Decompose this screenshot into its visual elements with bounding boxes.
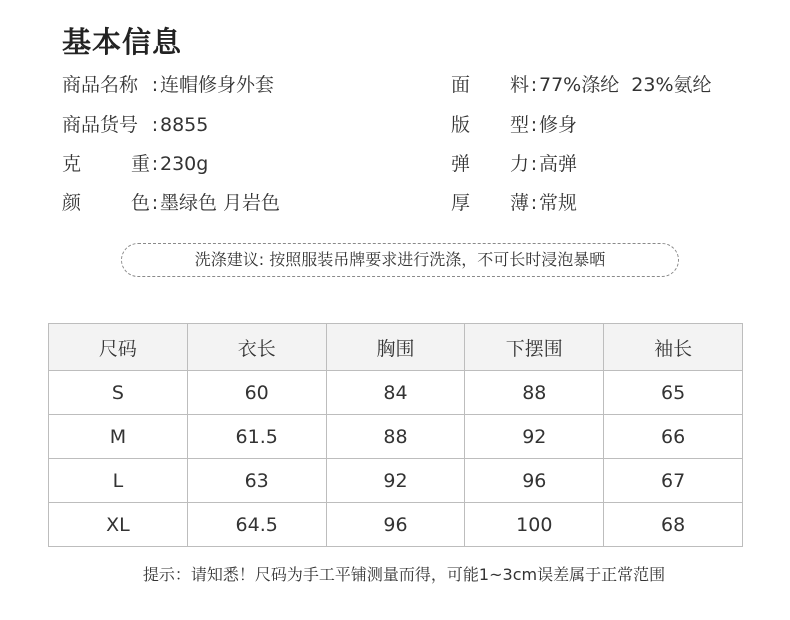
- info-row-thickness: [451, 190, 577, 216]
- info-colon: :: [530, 74, 538, 96]
- table-cell: 65: [604, 371, 743, 415]
- info-label: 颜色: [62, 192, 150, 214]
- table-cell: XL: [49, 503, 188, 547]
- table-cell: 100: [465, 503, 604, 547]
- info-row-weight: [62, 151, 208, 177]
- info-colon: :: [151, 74, 159, 96]
- size-table: [48, 323, 743, 547]
- info-label: 弹力: [451, 153, 529, 175]
- info-value: 230g: [160, 153, 209, 175]
- table-cell: 96: [465, 459, 604, 503]
- info-value: 连帽修身外套: [160, 74, 275, 96]
- table-cell: 88: [465, 371, 604, 415]
- table-cell: 67: [604, 459, 743, 503]
- info-colon: :: [151, 192, 159, 214]
- info-colon: :: [530, 153, 538, 175]
- column-header-length: 衣长: [187, 324, 326, 371]
- info-colon: :: [151, 153, 159, 175]
- table-cell: 61.5: [187, 415, 326, 459]
- column-header-sleeve: 袖长: [604, 324, 743, 371]
- table-cell: 84: [326, 371, 465, 415]
- info-colon: :: [530, 114, 538, 136]
- info-row-product-sku: [62, 112, 208, 138]
- info-value: 77%涤纶 23%氨纶: [539, 74, 712, 96]
- column-header-hem: 下摆围: [465, 324, 604, 371]
- table-cell: S: [49, 371, 188, 415]
- info-row-elasticity: [451, 151, 577, 177]
- info-value: 高弹: [539, 153, 578, 175]
- info-label: 商品货号: [62, 114, 139, 136]
- info-row-fit: [451, 112, 577, 138]
- info-value: 墨绿色 月岩色: [160, 192, 281, 214]
- info-label: 商品名称: [62, 74, 139, 96]
- info-row-product-name: [62, 72, 274, 98]
- section-title: 基本信息: [62, 25, 183, 59]
- info-label: 版型: [451, 114, 529, 136]
- info-label: 面料: [451, 74, 529, 96]
- info-value: 8855: [160, 114, 209, 136]
- table-header-row: [49, 324, 743, 371]
- table-cell: 96: [326, 503, 465, 547]
- info-colon: :: [151, 114, 159, 136]
- table-cell: 63: [187, 459, 326, 503]
- table-cell: 66: [604, 415, 743, 459]
- table-row: [49, 459, 743, 503]
- info-value: 修身: [539, 114, 578, 136]
- table-row: [49, 503, 743, 547]
- table-cell: M: [49, 415, 188, 459]
- table-row: [49, 371, 743, 415]
- info-row-color: [62, 190, 280, 216]
- info-value: 常规: [539, 192, 578, 214]
- washing-note: 洗涤建议: 按照服装吊牌要求进行洗涤，不可长时浸泡暴晒: [121, 243, 679, 277]
- table-row: [49, 415, 743, 459]
- column-header-size: 尺码: [49, 324, 188, 371]
- table-cell: 92: [465, 415, 604, 459]
- info-colon: :: [530, 192, 538, 214]
- table-cell: 88: [326, 415, 465, 459]
- info-row-fabric: [451, 72, 712, 98]
- table-cell: 60: [187, 371, 326, 415]
- info-label: 厚薄: [451, 192, 529, 214]
- table-cell: 64.5: [187, 503, 326, 547]
- measurement-hint: 提示：请知悉！尺码为手工平铺测量而得，可能1~3cm误差属于正常范围: [142, 565, 666, 584]
- table-cell: 68: [604, 503, 743, 547]
- table-cell: L: [49, 459, 188, 503]
- info-label: 克重: [62, 153, 150, 175]
- column-header-chest: 胸围: [326, 324, 465, 371]
- table-cell: 92: [326, 459, 465, 503]
